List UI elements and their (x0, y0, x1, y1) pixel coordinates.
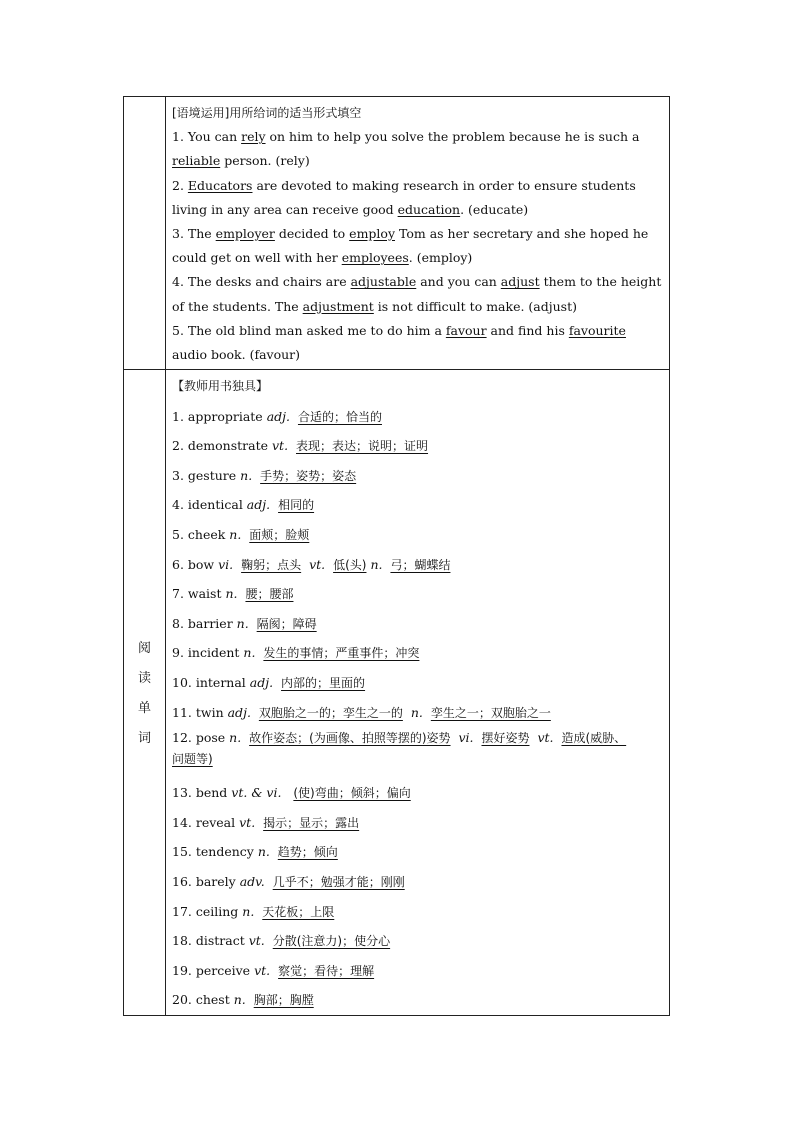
exercise-sentence: 3. The employer decided to employ Tom as her secretary and she hoped he could get on well with her employees. (employ) (172, 226, 649, 266)
meaning: 合适的；恰当的 (297, 409, 382, 424)
meaning: 弓；蝴蝶结 (390, 557, 451, 572)
meaning: 几乎不；勉强才能；刚刚 (272, 874, 405, 889)
vocab-item: 8. barrier n. 隔阂；障碍 (172, 615, 317, 631)
vocab-item: 9. incident n. 发生的事情；严重事件；冲突 (172, 645, 420, 661)
vocab-item: 12. pose n. 故作姿态；(为画像、拍照等摆的)姿势 vi. 摆好姿势 vt. 造成(威胁、 (172, 730, 627, 746)
side-char: 词 (137, 731, 151, 746)
section-heading: 【教师用书独具】 (172, 379, 269, 393)
meaning: 揭示；显示；露出 (263, 815, 360, 830)
vocab-item: 1. appropriate adj. 合适的；恰当的 (172, 408, 382, 424)
meaning: 面颊；脸颊 (249, 527, 310, 542)
reading-vocabulary-section (172, 372, 664, 1015)
meaning: (使)弯曲；倾斜；偏向 (293, 786, 411, 801)
vocab-item: 16. barely adv. 几乎不；勉强才能；刚刚 (172, 873, 405, 889)
meaning: 摆好姿势 (481, 731, 530, 746)
answer-blank: employ (349, 226, 396, 242)
meaning: 相同的 (278, 498, 315, 513)
meaning: 问题等) (172, 752, 213, 767)
exercise-sentence: 5. The old blind man asked me to do him a favour and find his favourite audio book. (favour) (172, 322, 626, 363)
vocab-item: 3. gesture n. 手势；姿势；姿态 (172, 467, 357, 483)
answer-blank: employer (215, 226, 275, 242)
vocab-item: 5. cheek n. 面颊；脸颊 (172, 526, 310, 542)
side-char: 单 (137, 701, 151, 716)
column-divider (165, 97, 166, 1015)
meaning: 趋势；倾向 (277, 845, 338, 860)
meaning: 低(头) (333, 557, 367, 572)
meaning: 双胞胎之一的；孪生之一的 (258, 705, 403, 720)
answer-blank: adjust (500, 274, 540, 290)
meaning: 故作姿态；(为画像、拍照等摆的)姿势 (249, 731, 451, 746)
answer-blank: employees (341, 250, 409, 266)
answer-blank: reliable (172, 153, 221, 169)
side-label (124, 634, 165, 754)
vocab-item: 18. distract vt. 分散(注意力)；使分心 (172, 933, 391, 949)
meaning: 造成(威胁、 (561, 731, 627, 746)
meaning: 隔阂；障碍 (256, 616, 317, 631)
side-char: 读 (137, 671, 151, 686)
answer-blank: adjustment (302, 298, 374, 314)
answer-blank: education (397, 201, 461, 217)
meaning: 内部的；里面的 (281, 675, 366, 690)
answer-blank: favourite (568, 322, 626, 338)
section-heading: [语境运用]用所给词的适当形式填空 (172, 106, 362, 120)
vocab-item: 17. ceiling n. 天花板；上限 (172, 903, 335, 919)
vocab-item: 4. identical adj. 相同的 (172, 497, 315, 513)
vocab-item: 13. bend vt. & vi. (使)弯曲；倾斜；偏向 (172, 785, 411, 801)
meaning: 表现；表达；说明；证明 (296, 439, 429, 454)
meaning: 鞠躬；点头 (241, 557, 302, 572)
vocab-item: 20. chest n. 胸部；胸膛 (172, 992, 314, 1008)
vocab-item: 7. waist n. 腰；腰部 (172, 586, 294, 602)
context-exercise-section (172, 101, 664, 367)
vocab-item: 2. demonstrate vt. 表现；表达；说明；证明 (172, 438, 429, 454)
meaning: 手势；姿势；姿态 (260, 468, 357, 483)
vocabulary-table (123, 96, 670, 1016)
vocab-item-continuation (172, 749, 664, 778)
vocab-item: 14. reveal vt. 揭示；显示；露出 (172, 814, 360, 830)
meaning: 分散(注意力)；使分心 (272, 934, 391, 949)
vocab-item: 6. bow vi. 鞠躬；点头 vt. 低(头) n. 弓；蝴蝶结 (172, 556, 451, 572)
meaning: 胸部；胸膛 (253, 993, 314, 1008)
exercise-sentence: 4. The desks and chairs are adjustable and you can adjust them to the height of the students. The adjustment is not difficult to make. (adjust) (172, 274, 662, 314)
row-divider (124, 369, 669, 370)
side-char: 阅 (137, 641, 151, 656)
meaning: 孪生之一；双胞胎之一 (430, 705, 551, 720)
answer-blank: rely (241, 129, 266, 145)
vocab-item: 19. perceive vt. 察觉；看待；理解 (172, 962, 375, 978)
exercise-sentence: 2. Educators are devoted to making research in order to ensure students living in any area can receive good education. (educate) (172, 177, 636, 217)
vocab-item: 10. internal adj. 内部的；里面的 (172, 674, 366, 690)
meaning: 天花板；上限 (262, 904, 335, 919)
answer-blank: favour (445, 322, 487, 338)
answer-blank: adjustable (350, 274, 417, 290)
vocab-item: 11. twin adj. 双胞胎之一的；孪生之一的 n. 孪生之一；双胞胎之一 (172, 704, 551, 720)
vocab-item: 15. tendency n. 趋势；倾向 (172, 844, 338, 860)
exercise-sentence: 1. You can rely on him to help you solve the problem because he is such a reliable person. (rely) (172, 129, 640, 169)
meaning: 腰；腰部 (245, 587, 294, 602)
meaning: 察觉；看待；理解 (278, 963, 375, 978)
meaning: 发生的事情；严重事件；冲突 (263, 646, 420, 661)
answer-blank: Educators (187, 177, 253, 193)
